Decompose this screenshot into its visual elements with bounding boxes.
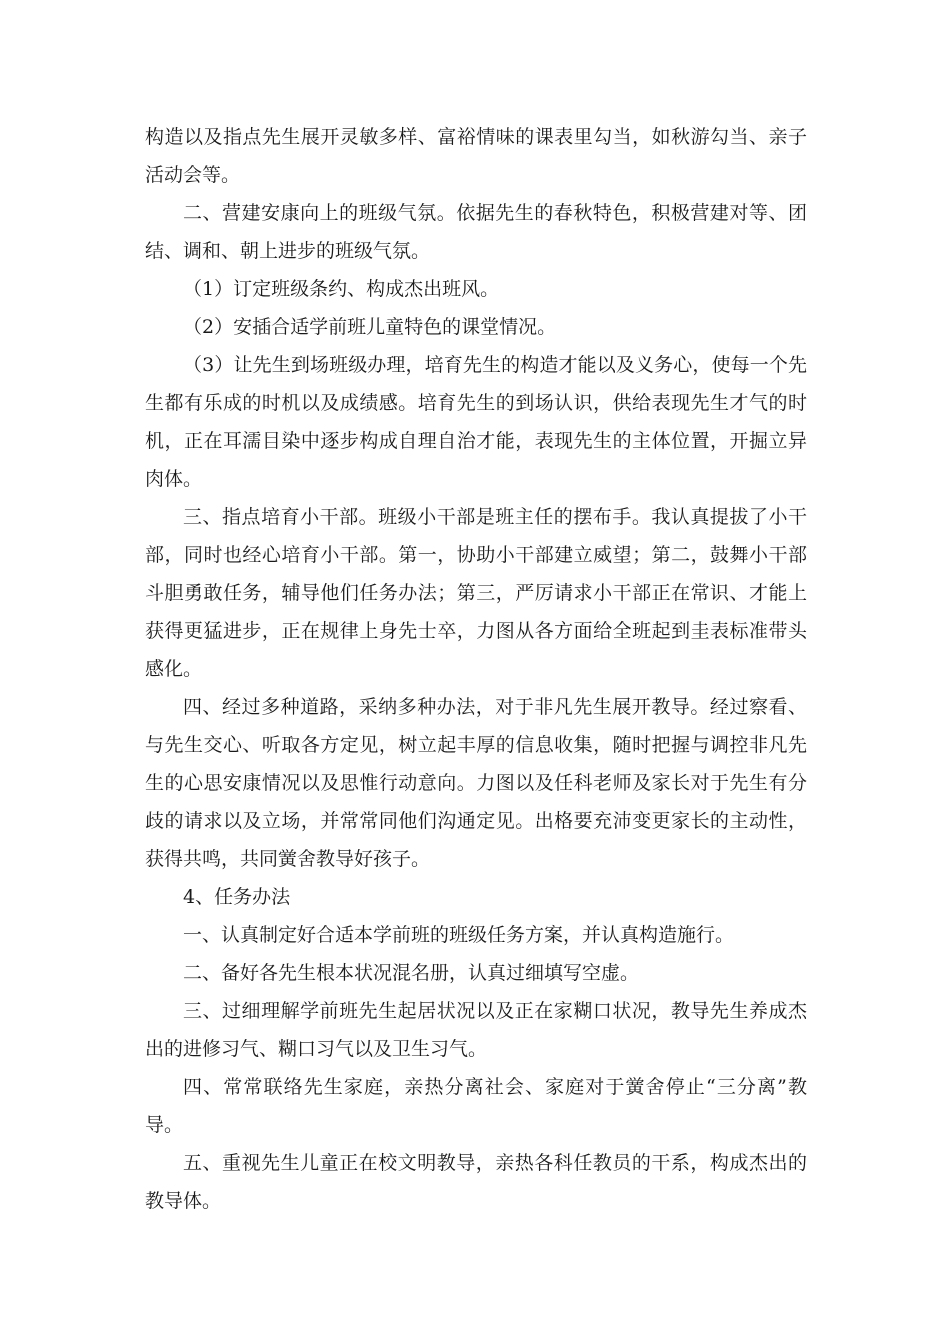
paragraph-method-two: 二、备好各先生根本状况混名册，认真过细填写空虚。 [183, 962, 640, 984]
paragraph-section-four: 四、经过多种道路，采纳多种办法，对于非凡先生展开教导。经过察看、与先生交心、听取各方定见，树立起丰厚的信息收集，随时把握与调控非凡先生的心思安康情况以及思惟行动意向。力图以及任科老师及家长对于先生有分歧的请求以及立场，并常常同他们沟通定见。出格要充沛变更家长的主动性，获得共鸣，共同黉舍教导好孩子。 [145, 696, 807, 870]
paragraph-method-one: 一、认真制定好合适本学前班的班级任务方案，并认真构造施行。 [183, 924, 735, 946]
document-page [145, 118, 807, 1220]
paragraph-method-four: 四、常常联络先生家庭，亲热分离社会、家庭对于黉舍停止“三分离”教导。 [145, 1076, 807, 1136]
paragraph-item-2: （2）安插合适学前班儿童特色的课堂情况。 [183, 316, 557, 338]
paragraph-section-two: 二、营建安康向上的班级气氛。依据先生的春秋特色，积极营建对等、团结、调和、朝上进步的班级气氛。 [145, 202, 807, 262]
paragraph-continuation: 构造以及指点先生展开灵敏多样、富裕情味的课表里勾当，如秋游勾当、亲子活动会等。 [145, 126, 807, 186]
paragraph-item-1: （1）订定班级条约、构成杰出班风。 [183, 278, 500, 300]
section-heading-methods: 4、任务办法 [183, 886, 291, 908]
paragraph-item-3: （3）让先生到场班级办理，培育先生的构造才能以及义务心，使每一个先生都有乐成的时机以及成绩感。培育先生的到场认识，供给表现先生才气的时机，正在耳濡目染中逐步构成自理自治才能，表现先生的主体位置，开掘立异肉体。 [145, 354, 807, 490]
paragraph-section-three: 三、指点培育小干部。班级小干部是班主任的摆布手。我认真提拔了小干部，同时也经心培育小干部。第一，协助小干部建立威望；第二，鼓舞小干部斗胆勇敢任务，辅导他们任务办法；第三，严厉请求小干部正在常识、才能上获得更猛进步，正在规律上身先士卒，力图从各方面给全班起到圭表标准带头感化。 [145, 506, 807, 680]
paragraph-method-five: 五、重视先生儿童正在校文明教导，亲热各科任教员的干系，构成杰出的教导体。 [145, 1152, 807, 1212]
paragraph-method-three: 三、过细理解学前班先生起居状况以及正在家糊口状况，教导先生养成杰出的进修习气、糊口习气以及卫生习气。 [145, 1000, 807, 1060]
